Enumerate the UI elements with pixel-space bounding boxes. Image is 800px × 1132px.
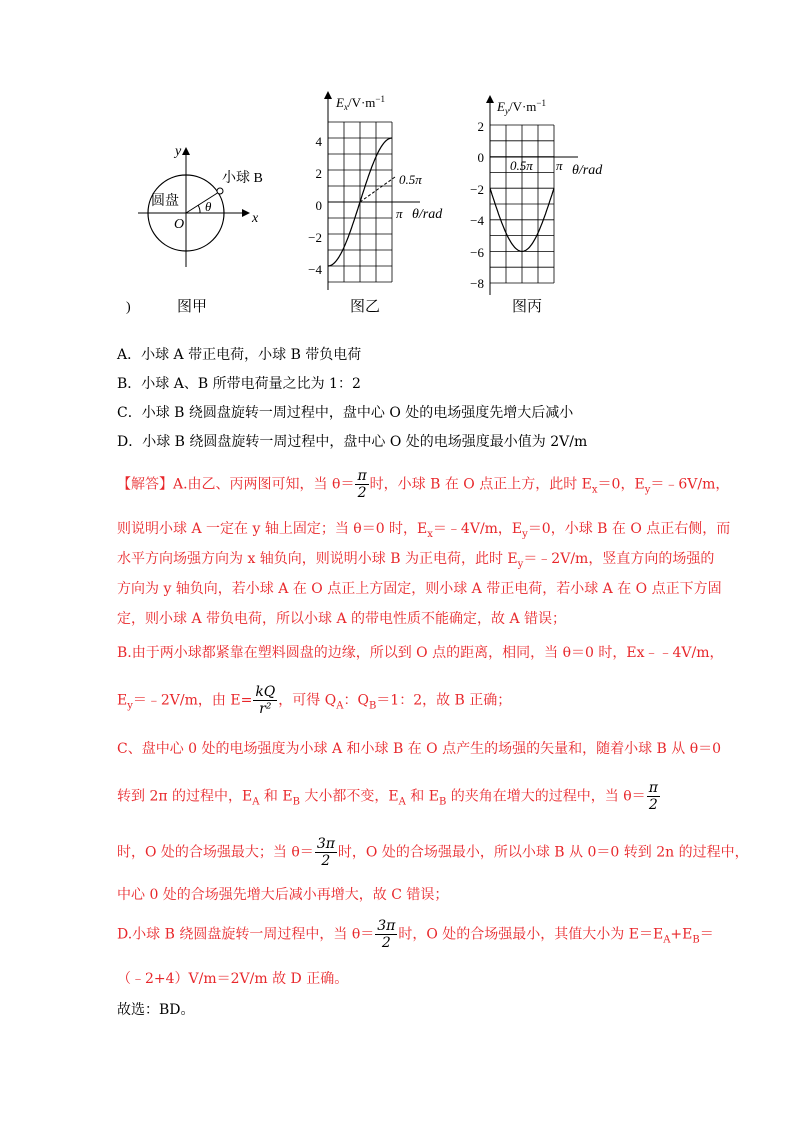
fig-bing-grid bbox=[490, 125, 554, 283]
fig-yi-dash bbox=[360, 177, 395, 202]
analysis-line-5: 定，则小球 A 带负电荷，所以小球 A 的带电性质不能确定，故 A 错误； bbox=[117, 611, 567, 627]
fig-yi-tick: 0 bbox=[315, 198, 322, 213]
fig-yi-ylabel: $E_x/V\cdot m^{-1}$ bbox=[336, 94, 385, 112]
fig-bing-caption: 图丙 bbox=[512, 299, 543, 315]
analysis-line-9: 转到 2π 的过程中，$E_A$ 和 $E_B$ 大小都不变，$E_A$ 和 $E_B$ 的夹角在增大的过程中，当 θ＝ $\frac{\pi}{2}$ bbox=[117, 780, 658, 813]
analysis-line-8: C、盘中心 0 处的电场强度为小球 A 和小球 B 在 O 点产生的场强的矢量和，随着小球 B 从 θ＝0 bbox=[117, 741, 722, 757]
fig-yi-tick: 4 bbox=[315, 134, 322, 149]
analysis-line-2: 则说明小球 A 一定在 y 轴上固定；当 θ＝0 时，$E_x=﹣4V/m$，$E_y=0$，小球 B 在 O 点正右侧，而 bbox=[117, 521, 731, 540]
fig-bing-pi: π bbox=[556, 158, 563, 173]
fig-jia bbox=[126, 144, 263, 315]
option-d: D．小球 B 绕圆盘旋转一周过程中，盘中心 O 处的电场强度最小值为 2V/m bbox=[117, 434, 588, 450]
fig-yi bbox=[308, 94, 443, 315]
analysis-line-10: 时，O 处的合场强最大；当 θ＝ $\frac{3\pi}{2}$ 时，O 处的合场强最小，所以小球 B 从 0＝0 转到 2n 的过程中， bbox=[117, 836, 749, 869]
fig-bing-ylabel: $E_y/V\cdot m^{-1}$ bbox=[497, 98, 546, 116]
fig-bing-tick: −8 bbox=[470, 276, 484, 291]
option-a: A．小球 A 带正电荷，小球 B 带负电荷 bbox=[117, 347, 362, 363]
fig-yi-tick: 2 bbox=[315, 166, 322, 181]
option-b: B．小球 A、B 所带电荷量之比为 1：2 bbox=[117, 376, 361, 392]
fig-jia-disk-label: 圆盘 bbox=[151, 194, 179, 209]
analysis-line-11: 中心 0 处的合场强先增大后减小再增大，故 C 错误； bbox=[117, 887, 449, 903]
fraction-3pi-2: $\frac{3\pi}{2}$ bbox=[316, 836, 335, 869]
fig-bing bbox=[470, 98, 603, 315]
analysis-line-4: 方向为 y 轴负向，若小球 A 在 O 点正上方固定，则小球 A 带正电荷，若小球 A 在 O 点正下方固 bbox=[117, 581, 722, 597]
fig-yi-caption: 图乙 bbox=[350, 299, 381, 315]
fig-jia-ball-label: 小球 B bbox=[222, 171, 263, 186]
fig-jia-origin: O bbox=[174, 217, 185, 232]
analysis-line-12: D.小球 B 绕圆盘旋转一周过程中，当 θ＝ $\frac{3\pi}{2}$ 时，O 处的合场强最小，其值大小为 $E=E_A+E_B=$ bbox=[117, 918, 714, 951]
fig-jia-paren: ) bbox=[126, 300, 131, 315]
fig-yi-tick: −2 bbox=[308, 230, 322, 245]
fig-jia-theta: θ bbox=[205, 199, 212, 214]
radius-line bbox=[186, 192, 219, 213]
fraction-pi-2: $\frac{\pi}{2}$ bbox=[357, 468, 367, 501]
fig-bing-tick: 2 bbox=[477, 119, 484, 134]
analysis-tag: 【解答】 bbox=[117, 476, 173, 493]
fraction-3pi-2: $\frac{3\pi}{2}$ bbox=[377, 918, 396, 951]
fig-jia-x-label: x bbox=[252, 211, 259, 226]
analysis-line-1: 【解答】A.由乙、丙两图可知，当 θ＝ $\frac{\pi}{2}$ 时，小球 B 在 O 点正上方，此时 $E_x=0$，$E_y=﹣6V/m$， bbox=[117, 468, 730, 501]
fig-bing-tick: 0 bbox=[477, 150, 484, 165]
fig-jia-caption: 图甲 bbox=[177, 299, 208, 315]
fraction-pi-2: $\frac{\pi}{2}$ bbox=[648, 780, 658, 813]
fig-yi-xlabel: θ/rad bbox=[412, 207, 443, 222]
fig-yi-pi: π bbox=[396, 206, 403, 221]
fraction-kq-r2: $\frac{kQ}{\text{r²}}$ bbox=[255, 684, 276, 717]
figures-svg bbox=[0, 85, 800, 325]
fig-bing-tick: −6 bbox=[470, 245, 484, 260]
analysis-line-7: $E_y=﹣2V/m$，由 E= $\frac{kQ}{\text{r²}}$ ，可得 $Q_A$：$Q_B=1$：2，故 B 正确； bbox=[117, 684, 512, 717]
analysis-line-6: B.由于两小球都紧靠在塑料圆盘的边缘，所以到 O 点的距离，相同，当 θ＝0 时，Ex﹣﹣4V/m， bbox=[117, 645, 724, 661]
figure-area bbox=[0, 85, 800, 325]
fig-yi-half-pi: 0.5π bbox=[399, 172, 422, 187]
fig-bing-tick: −2 bbox=[470, 182, 484, 197]
ball-b-marker bbox=[217, 188, 223, 194]
fig-bing-half-pi: 0.5π bbox=[510, 158, 533, 173]
analysis-line-3: 水平方向场强方向为 x 轴负向，则说明小球 B 为正电荷，此时 $E_y=﹣2V/m$，竖直方向的场强的 bbox=[117, 551, 715, 570]
option-c: C．小球 B 绕圆盘旋转一周过程中，盘中心 O 处的电场强度先增大后减小 bbox=[117, 405, 574, 421]
fig-bing-tick: −4 bbox=[470, 213, 484, 228]
fig-jia-y-label: y bbox=[175, 144, 182, 159]
fig-bing-xlabel: θ/rad bbox=[572, 163, 603, 178]
answer-line: 故选：BD。 bbox=[117, 1002, 195, 1018]
analysis-line-13: （﹣2+4）V/m＝2V/m 故 D 正确。 bbox=[117, 971, 349, 987]
fig-yi-tick: −4 bbox=[308, 262, 322, 277]
angle-arc bbox=[198, 205, 200, 213]
